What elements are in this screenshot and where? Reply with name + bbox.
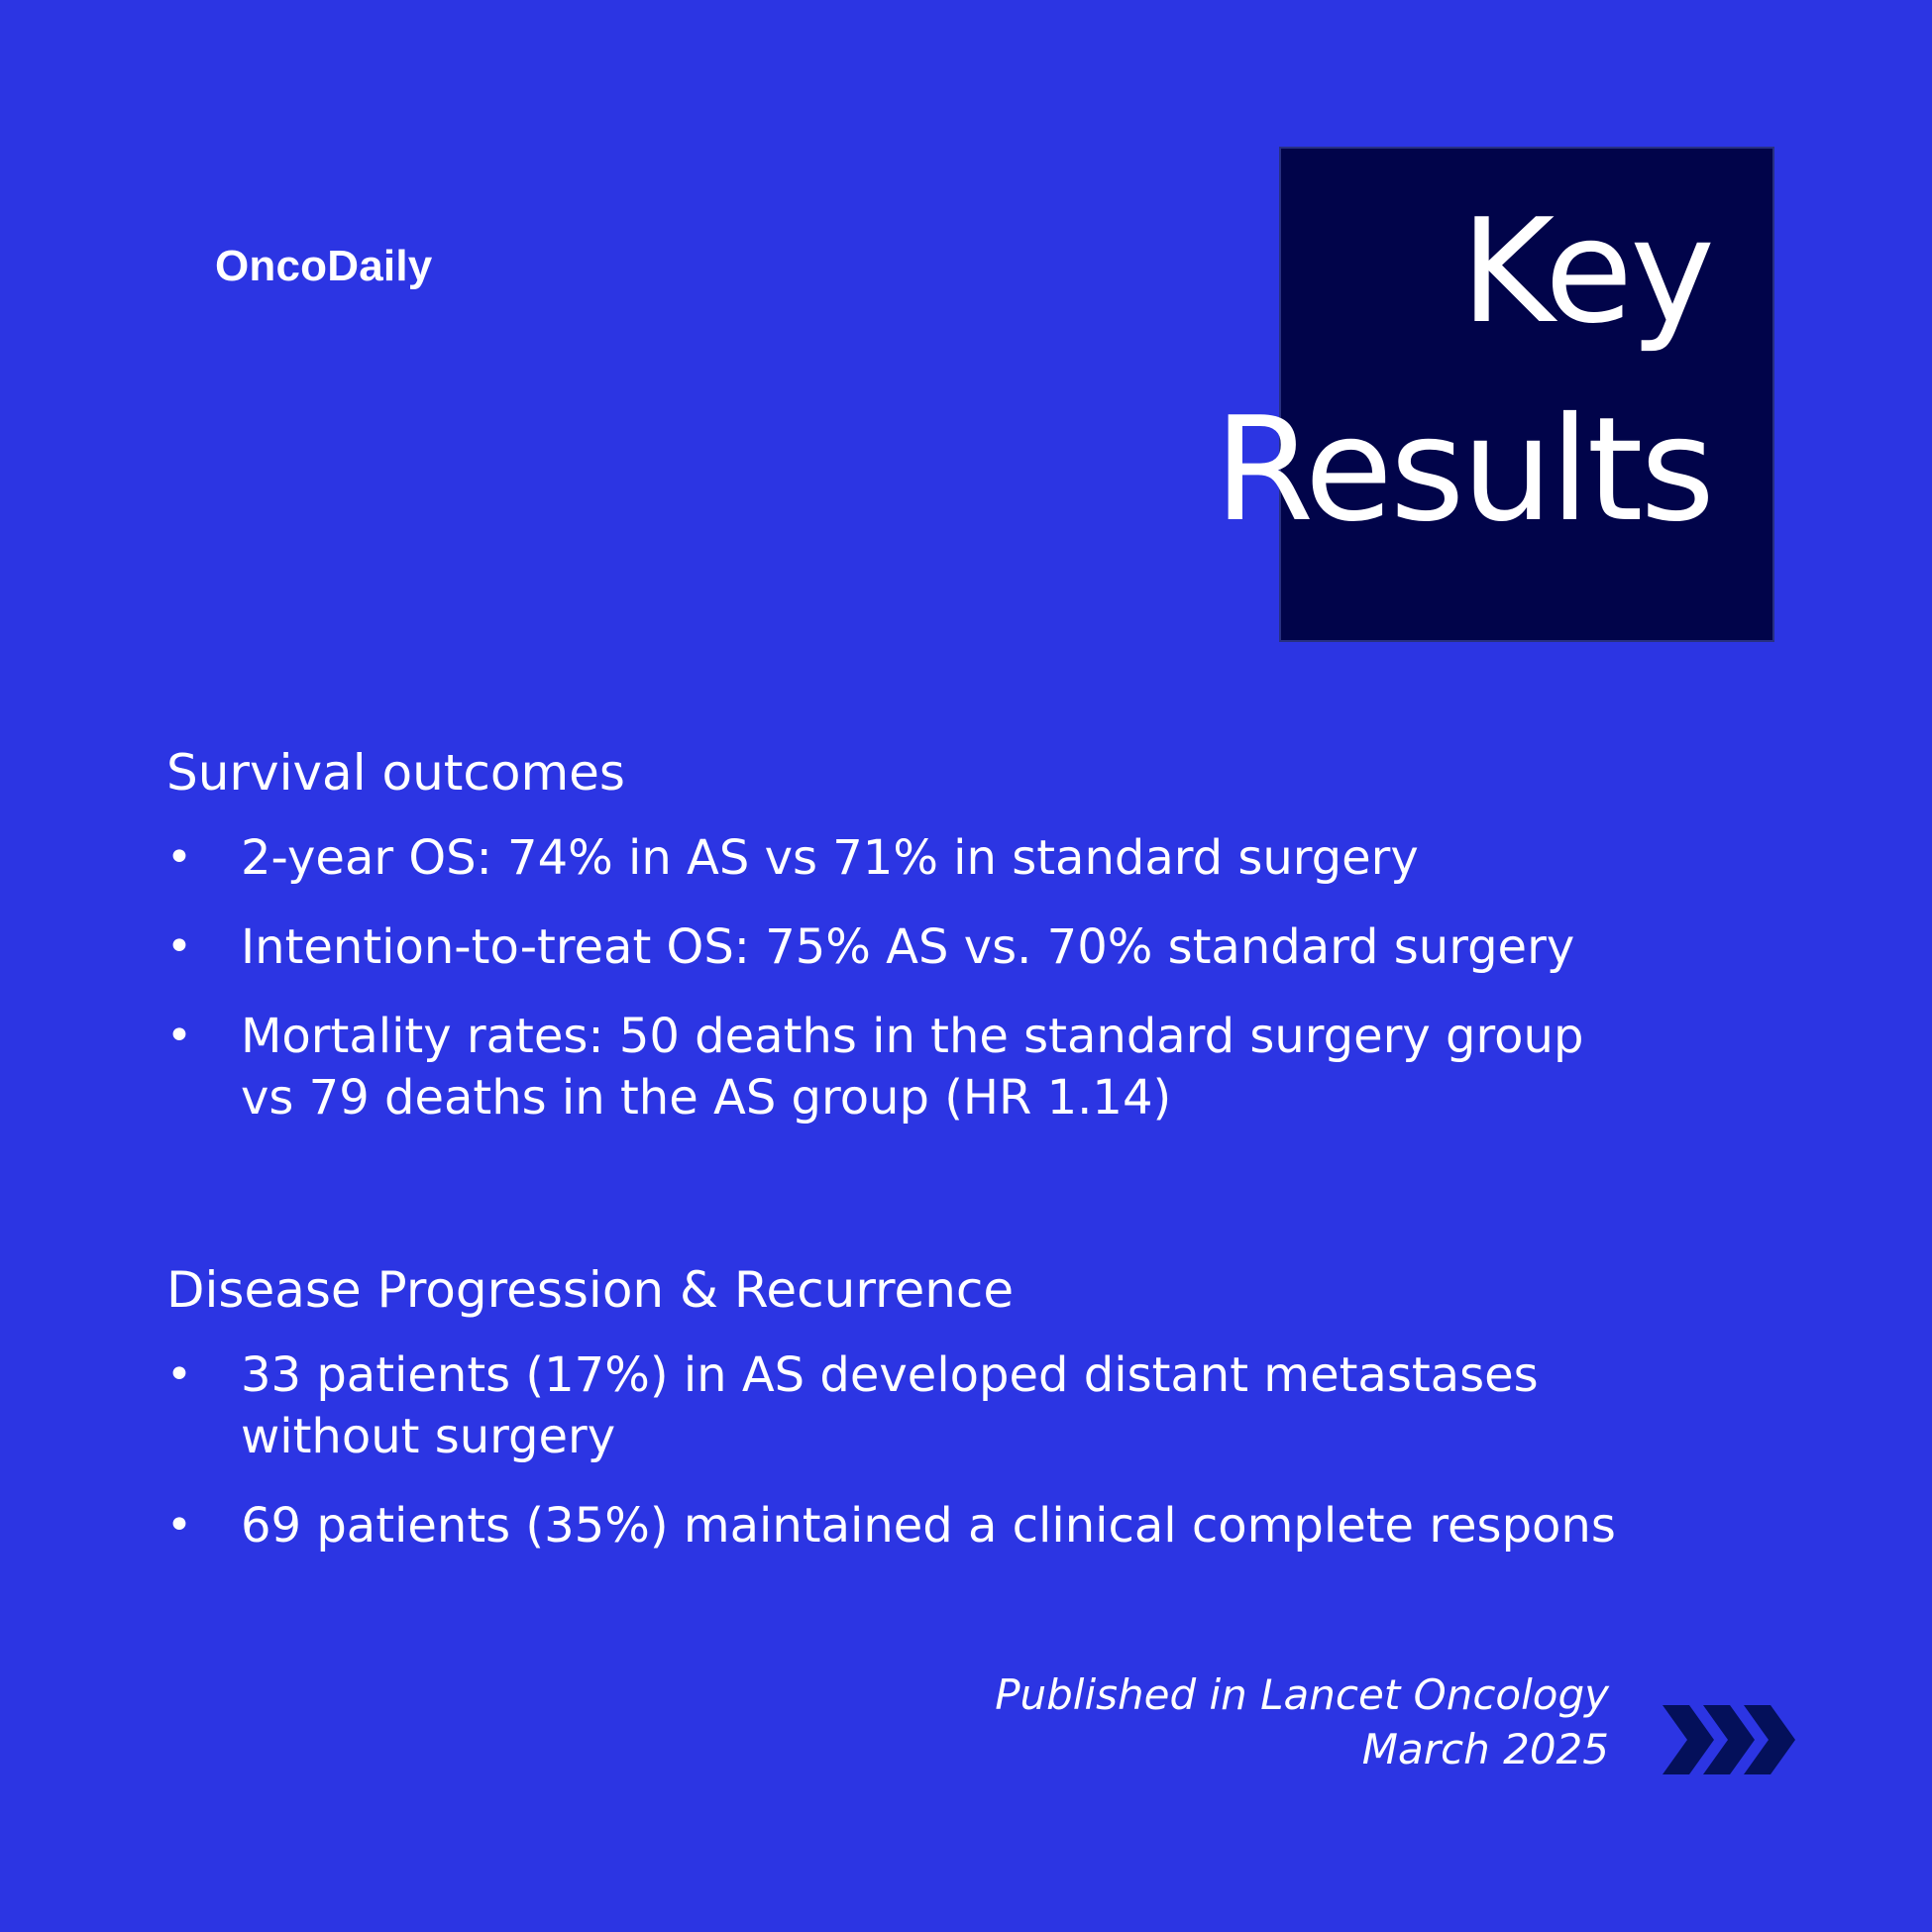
survival-bullet-itt-os: • Intention-to-treat OS: 75% AS vs. 70% standard surgery bbox=[166, 916, 1623, 978]
publication-journal: Published in Lancet Oncology bbox=[995, 1670, 1609, 1719]
progression-bullet-complete-response: • 69 patients (35%) maintained a clinical complete respons bbox=[166, 1495, 1623, 1556]
survival-outcomes-heading: Survival outcomes bbox=[166, 744, 625, 802]
triple-chevron-right-icon[interactable] bbox=[1659, 1701, 1803, 1778]
slide-title bbox=[1214, 173, 1712, 570]
survival-bullet-mortality: • Mortality rates: 50 deaths in the standard surgery group vs 79 deaths in the AS group (HR 1.14) bbox=[166, 1006, 1623, 1128]
progression-bullet-metastases: • 33 patients (17%) in AS developed distant metastases without surgery bbox=[166, 1344, 1573, 1467]
title-line-key: Key bbox=[1460, 188, 1712, 356]
survival-bullet-2-year-os: • 2-year OS: 74% in AS vs 71% in standard surgery bbox=[166, 827, 1623, 889]
publication-note bbox=[995, 1667, 1609, 1776]
results-content bbox=[166, 738, 1623, 1584]
brand-logo-text: OncoDaily bbox=[215, 242, 433, 290]
publication-date: March 2025 bbox=[1361, 1725, 1609, 1773]
title-line-results: Results bbox=[1214, 386, 1712, 554]
disease-progression-heading: Disease Progression & Recurrence bbox=[166, 1261, 1015, 1319]
